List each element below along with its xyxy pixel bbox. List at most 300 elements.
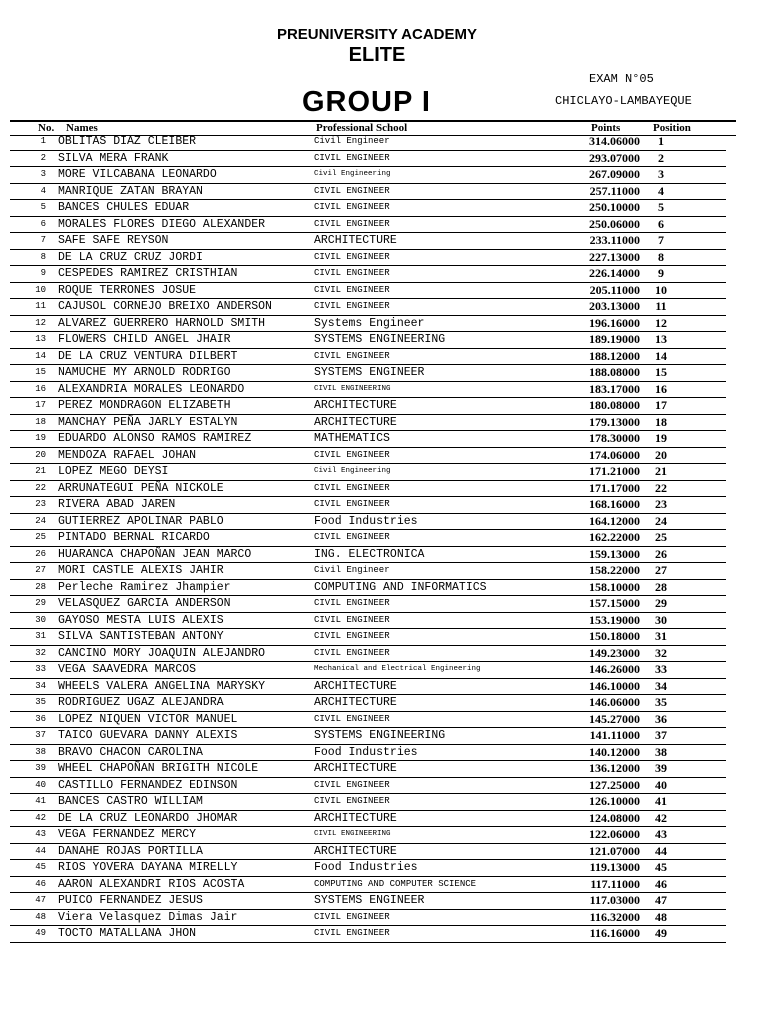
row-number: 33: [35, 664, 46, 674]
row-number: 15: [35, 367, 46, 377]
points-value: 257.11000: [589, 183, 640, 198]
table-row: [10, 778, 726, 795]
row-number: 1: [40, 136, 46, 146]
student-name: RODRIGUEZ UGAZ ALEJANDRA: [58, 696, 224, 709]
position-value: 8: [658, 249, 664, 264]
table-row: [10, 398, 726, 415]
table-row: [10, 332, 726, 349]
professional-school: COMPUTING AND INFORMATICS: [314, 580, 487, 594]
table-row: [10, 184, 726, 201]
points-value: 116.16000: [589, 926, 640, 940]
points-value: 180.08000: [589, 398, 640, 412]
row-number: 42: [35, 812, 46, 823]
points-value: 116.32000: [589, 909, 640, 924]
row-number: 40: [35, 779, 46, 790]
row-number: 39: [35, 763, 46, 773]
position-value: 25: [655, 530, 667, 544]
professional-school: CIVIL ENGINEER: [314, 301, 390, 311]
student-name: EDUARDO ALONSO RAMOS RAMIREZ: [58, 432, 252, 445]
professional-school: ARCHITECTURE: [314, 696, 397, 709]
exam-label: EXAM N°05: [589, 72, 654, 86]
student-name: WHEEL CHAPOÑAN BRIGITH NICOLE: [58, 762, 259, 775]
student-name: GAYOSO MESTA LUIS ALEXIS: [58, 613, 224, 627]
row-number: 16: [35, 383, 46, 394]
table-row: [10, 877, 726, 894]
position-value: 24: [655, 513, 667, 528]
professional-school: SYSTEMS ENGINEER: [314, 894, 425, 907]
professional-school: MATHEMATICS: [314, 432, 390, 445]
row-number: 32: [35, 647, 46, 658]
student-name: PUICO FERNANDEZ JESUS: [58, 894, 203, 907]
student-name: Viera Velasquez Dimas Jair: [58, 910, 238, 924]
position-value: 23: [655, 497, 667, 511]
professional-school: CIVIL ENGINEER: [314, 614, 390, 625]
points-value: 146.06000: [589, 695, 640, 709]
table-row: [10, 283, 726, 300]
student-name: MORALES FLORES DIEGO ALEXANDER: [58, 217, 266, 231]
points-value: 141.11000: [589, 728, 640, 742]
points-value: 119.13000: [589, 860, 640, 874]
student-name: ALVAREZ GUERRERO HARNOLD SMITH: [58, 316, 266, 330]
professional-school: Food Industries: [314, 861, 418, 874]
points-value: 149.23000: [589, 645, 640, 660]
student-name: DE LA CRUZ CRUZ JORDI: [58, 250, 203, 264]
position-value: 15: [655, 365, 667, 379]
position-value: 9: [658, 266, 664, 280]
position-value: 39: [655, 761, 667, 775]
professional-school: CIVIL ENGINEER: [314, 350, 390, 361]
points-value: 189.19000: [589, 332, 640, 346]
student-name: DE LA CRUZ LEONARDO JHOMAR: [58, 811, 238, 825]
points-value: 153.19000: [589, 612, 640, 627]
student-name: SAFE SAFE REYSON: [58, 234, 169, 247]
results-table: [10, 134, 726, 943]
points-value: 124.08000: [589, 810, 640, 825]
points-value: 178.30000: [589, 431, 640, 445]
row-number: 8: [40, 251, 46, 262]
student-name: CAJUSOL CORNEJO BREIXO ANDERSON: [58, 300, 272, 313]
position-value: 12: [655, 315, 667, 330]
professional-school: Food Industries: [314, 514, 418, 528]
group-title: GROUP I: [302, 86, 431, 118]
row-number: 24: [35, 515, 46, 526]
points-value: 146.26000: [589, 662, 640, 676]
position-value: 19: [655, 431, 667, 445]
professional-school: CIVIL ENGINEER: [314, 449, 390, 460]
row-number: 23: [35, 499, 46, 509]
professional-school: Civil Engineer: [314, 565, 390, 575]
row-number: 35: [35, 697, 46, 707]
position-value: 41: [655, 794, 667, 808]
position-value: 33: [655, 662, 667, 676]
points-value: 250.10000: [589, 200, 640, 214]
professional-school: CIVIL ENGINEERING: [314, 384, 391, 393]
position-value: 30: [655, 612, 667, 627]
professional-school: SYSTEMS ENGINEER: [314, 366, 425, 379]
academy-title: PREUNIVERSITY ACADEMY: [276, 26, 478, 43]
position-value: 4: [658, 183, 664, 198]
table-row: [10, 349, 726, 366]
elite-title: ELITE: [348, 44, 406, 66]
table-row: [10, 860, 726, 877]
professional-school: CIVIL ENGINEER: [314, 928, 390, 938]
table-row: [10, 926, 726, 943]
row-number: 9: [40, 268, 46, 278]
student-name: PINTADO BERNAL RICARDO: [58, 531, 210, 544]
student-name: CASTILLO FERNANDEZ EDINSON: [58, 778, 238, 792]
table-row: [10, 134, 726, 151]
city-label: CHICLAYO-LAMBAYEQUE: [555, 94, 692, 108]
points-value: 136.12000: [589, 761, 640, 775]
professional-school: Mechanical and Electrical Engineering: [314, 665, 481, 673]
professional-school: CIVIL ENGINEER: [314, 268, 390, 278]
position-value: 1: [658, 134, 664, 148]
professional-school: CIVIL ENGINEER: [314, 796, 390, 806]
table-row: [10, 530, 726, 547]
position-value: 43: [655, 827, 667, 841]
row-number: 6: [40, 218, 46, 229]
table-row: [10, 580, 726, 597]
points-value: 117.03000: [589, 893, 640, 907]
points-value: 171.21000: [589, 464, 640, 478]
position-value: 22: [655, 480, 667, 495]
table-row: [10, 217, 726, 234]
position-value: 5: [658, 200, 664, 214]
student-name: HUARANCA CHAPOÑAN JEAN MARCO: [58, 547, 252, 561]
student-name: FLOWERS CHILD ANGEL JHAIR: [58, 333, 231, 346]
position-value: 49: [655, 926, 667, 940]
student-name: CANCINO MORY JOAQUIN ALEJANDRO: [58, 646, 266, 660]
row-number: 3: [40, 169, 46, 179]
header-names: Names: [66, 122, 98, 134]
professional-school: CIVIL ENGINEER: [314, 202, 390, 212]
row-number: 14: [35, 350, 46, 361]
table-row: [10, 910, 726, 927]
professional-school: CIVIL ENGINEER: [314, 598, 390, 608]
student-name: ALEXANDRIA MORALES LEONARDO: [58, 382, 245, 396]
student-name: AARON ALEXANDRI RIOS ACOSTA: [58, 877, 245, 891]
professional-school: ARCHITECTURE: [314, 762, 397, 775]
table-row: [10, 382, 726, 399]
table-row: [10, 728, 726, 745]
position-value: 10: [655, 282, 667, 297]
row-number: 25: [35, 532, 46, 542]
student-name: WHEELS VALERA ANGELINA MARYSKY: [58, 679, 266, 693]
professional-school: CIVIL ENGINEER: [314, 482, 390, 493]
student-name: CESPEDES RAMIREZ CRISTHIAN: [58, 267, 238, 280]
student-name: BANCES CHULES EDUAR: [58, 201, 190, 214]
row-number: 22: [35, 482, 46, 493]
points-value: 196.16000: [589, 315, 640, 330]
row-number: 11: [35, 301, 46, 311]
points-value: 150.18000: [589, 629, 640, 643]
position-value: 34: [655, 678, 667, 693]
table-row: [10, 481, 726, 498]
student-name: MANRIQUE ZATAN BRAYAN: [58, 184, 203, 198]
position-value: 20: [655, 447, 667, 462]
header-position: Position: [653, 122, 691, 134]
table-row: [10, 596, 726, 613]
position-value: 38: [655, 744, 667, 759]
table-row: [10, 415, 726, 432]
position-value: 32: [655, 645, 667, 660]
table-row: [10, 745, 726, 762]
points-value: 233.11000: [589, 233, 640, 247]
table-row: [10, 794, 726, 811]
position-value: 17: [655, 398, 667, 412]
student-name: OBLITAS DIAZ CLEIBER: [58, 135, 197, 148]
student-name: LOPEZ NIQUEN VICTOR MANUEL: [58, 712, 238, 726]
table-row: [10, 893, 726, 910]
student-name: VELASQUEZ GARCIA ANDERSON: [58, 597, 231, 610]
table-row: [10, 266, 726, 283]
student-name: MORE VILCABANA LEONARDO: [58, 168, 217, 181]
position-value: 6: [658, 216, 664, 231]
points-value: 267.09000: [589, 167, 640, 181]
student-name: MANCHAY PEÑA JARLY ESTALYN: [58, 415, 238, 429]
student-name: BRAVO CHACON CAROLINA: [58, 745, 203, 759]
professional-school: Systems Engineer: [314, 316, 425, 330]
student-name: RIOS YOVERA DAYANA MIRELLY: [58, 861, 238, 874]
position-value: 36: [655, 711, 667, 726]
points-value: 158.22000: [589, 563, 640, 577]
row-number: 31: [35, 631, 46, 641]
table-row: [10, 151, 726, 168]
position-value: 26: [655, 546, 667, 561]
professional-school: CIVIL ENGINEER: [314, 251, 390, 262]
points-value: 226.14000: [589, 266, 640, 280]
row-number: 38: [35, 746, 46, 757]
professional-school: CIVIL ENGINEER: [314, 499, 390, 509]
points-value: 188.08000: [589, 365, 640, 379]
position-value: 16: [655, 381, 667, 396]
points-value: 164.12000: [589, 513, 640, 528]
points-value: 205.11000: [589, 282, 640, 297]
professional-school: CIVIL ENGINEER: [314, 779, 390, 790]
table-row: [10, 514, 726, 531]
points-value: 162.22000: [589, 530, 640, 544]
table-row: [10, 448, 726, 465]
table-row: [10, 431, 726, 448]
professional-school: CIVIL ENGINEER: [314, 647, 390, 658]
position-value: 44: [655, 843, 667, 858]
student-name: Perleche Ramirez Jhampier: [58, 580, 231, 594]
student-name: TOCTO MATALLANA JHON: [58, 927, 197, 940]
table-row: [10, 497, 726, 514]
student-name: ROQUE TERRONES JOSUE: [58, 283, 197, 297]
position-value: 46: [655, 876, 667, 891]
professional-school: CIVIL ENGINEER: [314, 284, 390, 295]
row-number: 34: [35, 680, 46, 691]
position-value: 48: [655, 909, 667, 924]
table-row: [10, 811, 726, 828]
row-number: 27: [35, 565, 46, 575]
points-value: 183.17000: [589, 381, 640, 396]
points-value: 168.16000: [589, 497, 640, 511]
student-name: SILVA MERA FRANK: [58, 151, 169, 165]
points-value: 174.06000: [589, 447, 640, 462]
table-row: [10, 299, 726, 316]
professional-school: CIVIL ENGINEER: [314, 185, 390, 196]
row-number: 21: [35, 466, 46, 476]
student-name: MORI CASTLE ALEXIS JAHIR: [58, 564, 224, 577]
row-number: 49: [35, 928, 46, 938]
position-value: 13: [655, 332, 667, 346]
row-number: 43: [35, 829, 46, 839]
table-row: [10, 662, 726, 679]
professional-school: CIVIL ENGINEER: [314, 631, 390, 641]
points-value: 121.07000: [589, 843, 640, 858]
table-row: [10, 761, 726, 778]
row-number: 17: [35, 400, 46, 410]
table-row: [10, 233, 726, 250]
position-value: 47: [655, 893, 667, 907]
points-value: 122.06000: [589, 827, 640, 841]
points-value: 157.15000: [589, 596, 640, 610]
student-name: VEGA FERNANDEZ MERCY: [58, 828, 197, 841]
position-value: 35: [655, 695, 667, 709]
student-name: PEREZ MONDRAGON ELIZABETH: [58, 399, 231, 412]
position-value: 27: [655, 563, 667, 577]
header-points: Points: [591, 122, 621, 134]
student-name: NAMUCHE MY ARNOLD RODRIGO: [58, 366, 231, 379]
row-number: 26: [35, 548, 46, 559]
student-name: RIVERA ABAD JAREN: [58, 498, 176, 511]
student-name: GUTIERREZ APOLINAR PABLO: [58, 514, 224, 528]
table-row: [10, 679, 726, 696]
row-number: 4: [40, 185, 46, 196]
table-row: [10, 250, 726, 267]
position-value: 21: [655, 464, 667, 478]
professional-school: CIVIL ENGINEER: [314, 713, 390, 724]
row-number: 29: [35, 598, 46, 608]
table-row: [10, 200, 726, 217]
points-value: 146.10000: [589, 678, 640, 693]
table-row: [10, 613, 726, 630]
professional-school: ARCHITECTURE: [314, 679, 397, 693]
row-number: 2: [40, 152, 46, 163]
professional-school: CIVIL ENGINEER: [314, 911, 390, 922]
table-row: [10, 629, 726, 646]
position-value: 14: [655, 348, 667, 363]
table-row: [10, 547, 726, 564]
student-name: LOPEZ MEGO DEYSI: [58, 465, 169, 478]
points-value: 171.17000: [589, 480, 640, 495]
student-name: SILVA SANTISTEBAN ANTONY: [58, 630, 224, 643]
professional-school: Civil Engineering: [314, 467, 391, 475]
table-row: [10, 365, 726, 382]
position-value: 11: [655, 299, 667, 313]
professional-school: Civil Engineer: [314, 136, 390, 146]
row-number: 10: [35, 284, 46, 295]
table-row: [10, 316, 726, 333]
student-name: MENDOZA RAFAEL JOHAN: [58, 448, 197, 462]
position-value: 31: [655, 629, 667, 643]
points-value: 140.12000: [589, 744, 640, 759]
professional-school: CIVIL ENGINEER: [314, 152, 390, 163]
professional-school: ARCHITECTURE: [314, 415, 397, 429]
header-no: No.: [38, 122, 55, 134]
student-name: DANAHE ROJAS PORTILLA: [58, 844, 203, 858]
table-row: [10, 167, 726, 184]
table-row: [10, 712, 726, 729]
points-value: 250.06000: [589, 216, 640, 231]
points-value: 227.13000: [589, 249, 640, 264]
position-value: 40: [655, 777, 667, 792]
position-value: 18: [655, 414, 667, 429]
student-name: DE LA CRUZ VENTURA DILBERT: [58, 349, 238, 363]
professional-school: Civil Engineering: [314, 170, 391, 178]
position-value: 2: [658, 150, 664, 165]
professional-school: ARCHITECTURE: [314, 811, 397, 825]
professional-school: CIVIL ENGINEER: [314, 532, 390, 542]
row-number: 37: [35, 730, 46, 740]
points-value: 188.12000: [589, 348, 640, 363]
table-row: [10, 646, 726, 663]
professional-school: CIVIL ENGINEER: [314, 218, 390, 229]
points-value: 126.10000: [589, 794, 640, 808]
row-number: 19: [35, 433, 46, 443]
position-value: 7: [658, 233, 664, 247]
row-number: 48: [35, 911, 46, 922]
professional-school: Food Industries: [314, 745, 418, 759]
points-value: 158.10000: [589, 579, 640, 594]
position-value: 3: [658, 167, 664, 181]
table-row: [10, 844, 726, 861]
table-row: [10, 563, 726, 580]
points-value: 203.13000: [589, 299, 640, 313]
header-school: Professional School: [316, 122, 408, 134]
position-value: 28: [655, 579, 667, 594]
student-name: ARRUNATEGUI PEÑA NICKOLE: [58, 481, 224, 495]
points-value: 314.06000: [589, 134, 640, 148]
professional-school: ARCHITECTURE: [314, 234, 397, 247]
student-name: VEGA SAAVEDRA MARCOS: [58, 663, 197, 676]
row-number: 5: [40, 202, 46, 212]
row-number: 30: [35, 614, 46, 625]
professional-school: ING. ELECTRONICA: [314, 547, 425, 561]
points-value: 117.11000: [590, 876, 640, 891]
professional-school: ARCHITECTURE: [314, 844, 397, 858]
table-row: [10, 827, 726, 844]
professional-school: ARCHITECTURE: [314, 399, 397, 412]
row-number: 46: [35, 878, 46, 889]
table-row: [10, 464, 726, 481]
professional-school: CIVIL ENGINEERING: [314, 830, 391, 838]
points-value: 145.27000: [589, 711, 640, 726]
points-value: 179.13000: [589, 414, 640, 429]
student-name: BANCES CASTRO WILLIAM: [58, 795, 203, 808]
row-number: 45: [35, 862, 46, 872]
row-number: 47: [35, 895, 46, 905]
row-number: 7: [40, 235, 46, 245]
points-value: 159.13000: [589, 546, 640, 561]
row-number: 41: [35, 796, 46, 806]
points-value: 127.25000: [589, 777, 640, 792]
professional-school: SYSTEMS ENGINEERING: [314, 729, 446, 742]
row-number: 18: [35, 416, 46, 427]
position-value: 45: [655, 860, 667, 874]
row-number: 13: [35, 334, 46, 344]
row-number: 36: [35, 713, 46, 724]
position-value: 29: [655, 596, 667, 610]
student-name: TAICO GUEVARA DANNY ALEXIS: [58, 729, 238, 742]
position-value: 42: [655, 810, 667, 825]
row-number: 44: [35, 845, 46, 856]
position-value: 37: [655, 728, 667, 742]
row-number: 12: [35, 317, 46, 328]
professional-school: SYSTEMS ENGINEERING: [314, 333, 446, 346]
